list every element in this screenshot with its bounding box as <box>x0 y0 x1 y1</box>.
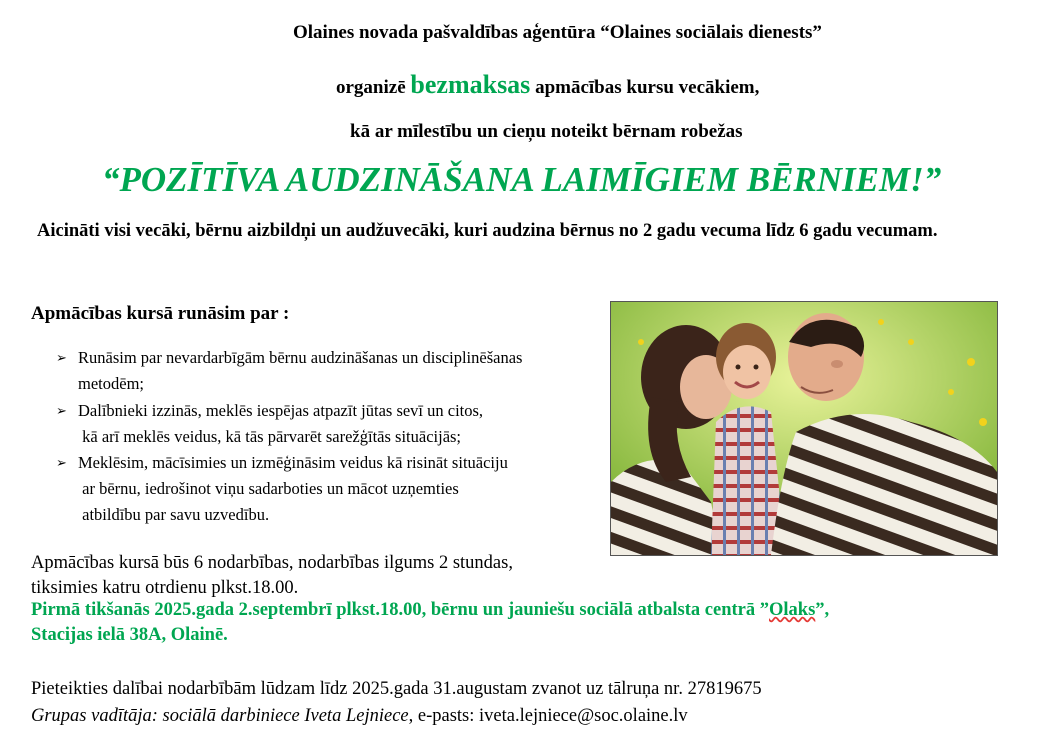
organizes-line <box>336 70 759 100</box>
topics-heading: Apmācības kursā runāsim par : <box>31 303 290 324</box>
group-leader-text: Grupas vadītāja: sociālā darbiniece Iveta Lejniece, e-pasts: iveta.lejniece@soc.olaine.lv <box>31 706 688 726</box>
center-name: Olaks <box>769 600 816 620</box>
arrow-bullet-icon: ➢ <box>56 403 67 418</box>
schedule-text: Apmācības kursā būs 6 nodarbības, nodarbības ilgums 2 stundas, tiksimies katru otrdienu plkst.18.00. <box>31 553 513 598</box>
organizes-prefix: organizē <box>336 77 406 98</box>
topic-text: Dalībnieki izzinās, meklēs iespējas atpazīt jūtas sevī un citos, kā arī meklēs veidus, kā tās pārvarēt sarežģītās situācijās; <box>78 401 484 446</box>
first-meeting-text: Pirmā tikšanās 2025.gada 2.septembrī plkst.18.00, bērnu un jauniešu sociālā atbalsta centrā ”Olaks”, Stacijas ielā 38A, Olainē. <box>31 600 830 645</box>
arrow-bullet-icon: ➢ <box>56 455 67 470</box>
signup-text: Pieteikties dalībai nodarbībām lūdzam līdz 2025.gada 31.augustam zvanot uz tālruņa nr. 27819675 <box>31 679 762 699</box>
arrow-bullet-icon: ➢ <box>56 350 67 365</box>
subtitle-line: kā ar mīlestību un cieņu noteikt bērnam robežas <box>350 121 743 142</box>
invitation-line: Aicināti visi vecāki, bērnu aizbildņi un audžuvecāki, kuri audzina bērnus no 2 gadu vecuma līdz 6 gadu vecumam. <box>37 221 938 241</box>
family-photo <box>610 301 998 556</box>
topic-text: Meklēsim, mācīsimies un izmēģināsim veidus kā risināt situāciju ar bērnu, iedrošinot viņu sadarboties un mācot uzņemties atbildību par savu uzvedību. <box>78 453 508 524</box>
organizes-suffix: apmācības kursu vecākiem, <box>535 77 760 98</box>
course-title: “POZĪTĪVA AUDZINĀŠANA LAIMĪGIEM BĒRNIEM!” <box>102 160 942 199</box>
topic-text: Runāsim par nevardarbīgām bērnu audzināšanas un disciplinēšanas metodēm; <box>78 348 523 393</box>
agency-line: Olaines novada pašvaldības aģentūra “Olaines sociālais dienests” <box>293 22 822 43</box>
free-highlight: bezmaksas <box>410 70 531 99</box>
